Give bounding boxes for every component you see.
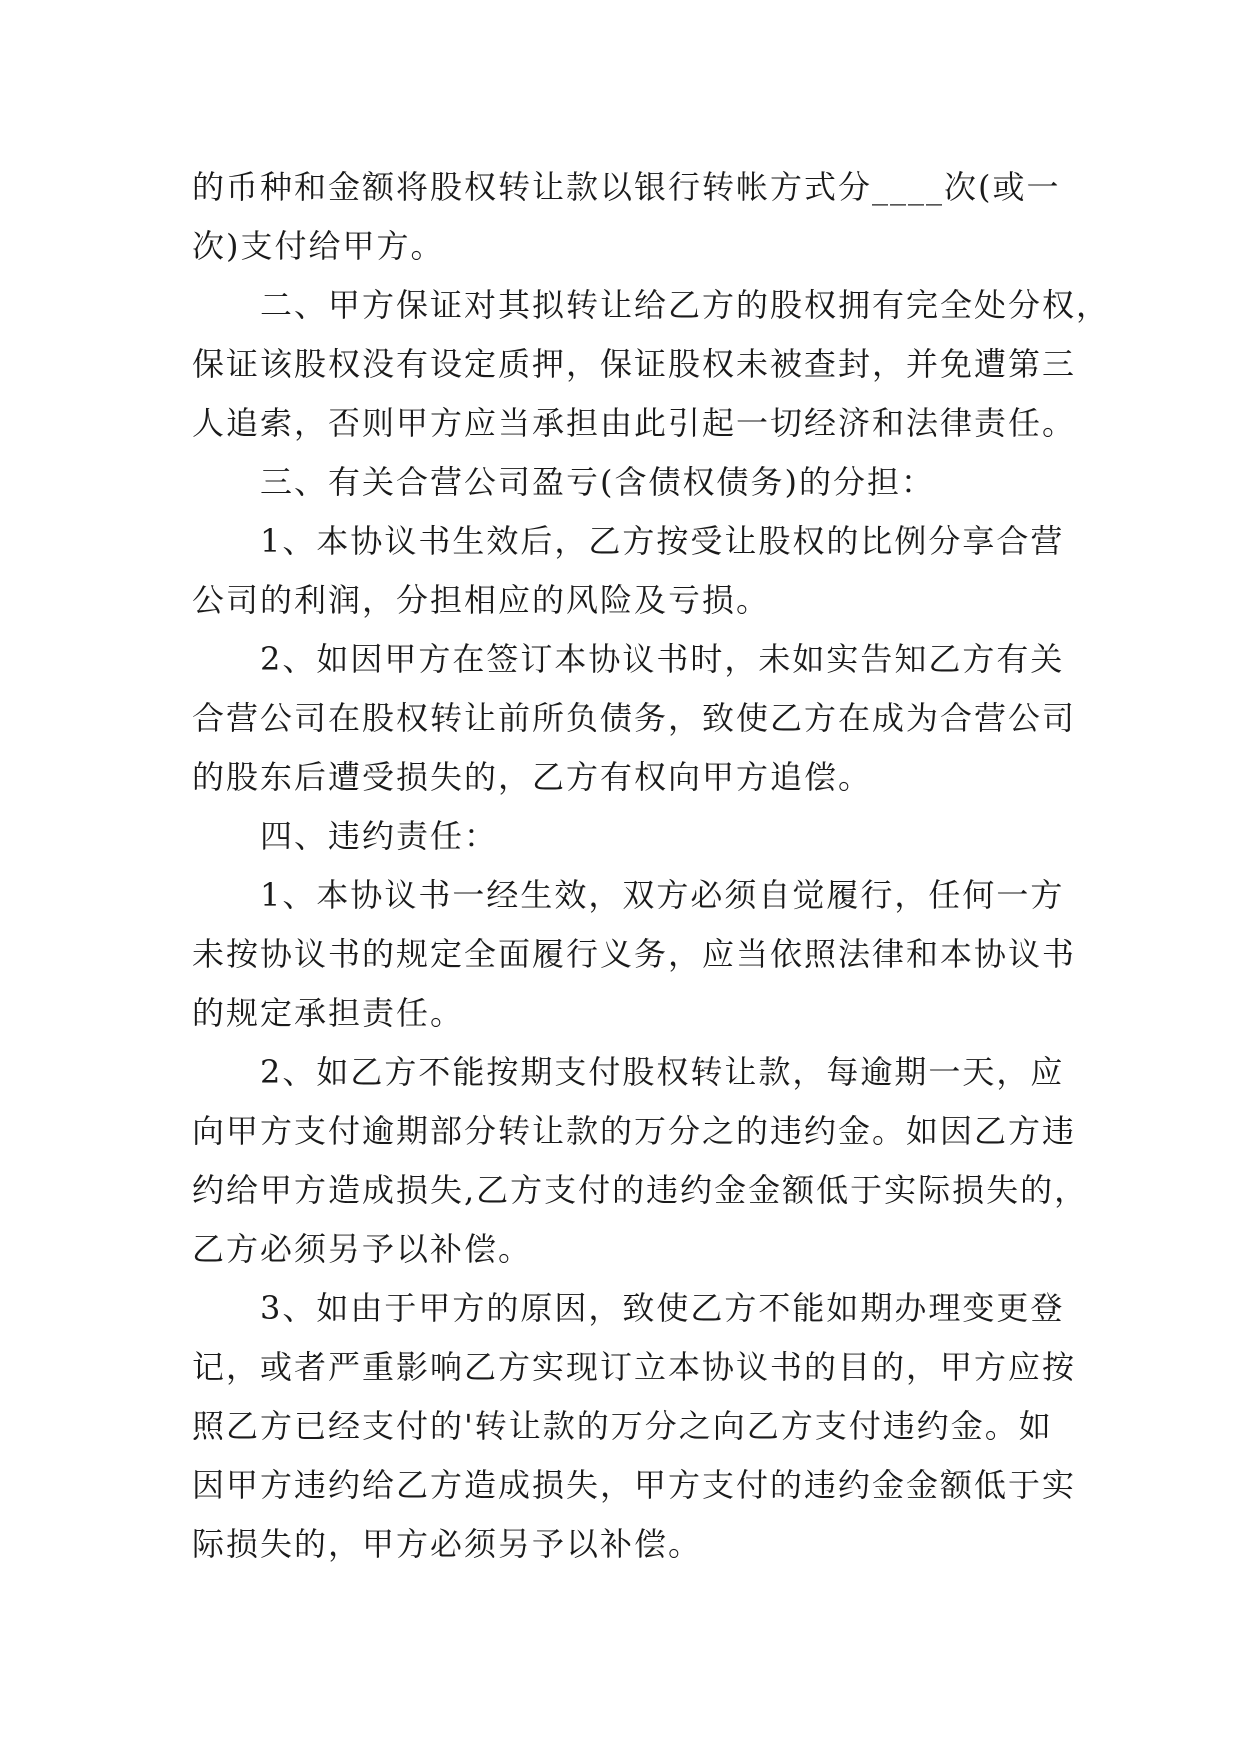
text-line: 1、本协议书生效后，乙方按受让股权的比例分享合营 <box>192 522 1065 560</box>
text-line: 2、如乙方不能按期支付股权转让款，每逾期一天，应 <box>192 1053 1065 1091</box>
contract-body <box>192 158 1111 1574</box>
text-line: 二、甲方保证对其拟转让给乙方的股权拥有完全处分权， <box>192 286 1111 324</box>
text-line: 保证该股权没有设定质押，保证股权未被查封，并免遭第三 <box>192 345 1077 383</box>
text-line: 次)支付给甲方。 <box>192 227 445 265</box>
text-line: 际损失的，甲方必须另予以补偿。 <box>192 1525 703 1563</box>
text-line: 照乙方已经支付的'转让款的万分之向乙方支付违约金。如 <box>192 1407 1053 1445</box>
text-line: 的股东后遭受损失的，乙方有权向甲方追偿。 <box>192 758 873 796</box>
text-line: 未按协议书的规定全面履行义务，应当依照法律和本协议书 <box>192 935 1077 973</box>
text-line: 合营公司在股权转让前所负债务，致使乙方在成为合营公司 <box>192 699 1077 737</box>
text-line: 3、如由于甲方的原因，致使乙方不能如期办理变更登 <box>192 1289 1065 1327</box>
text-line: 因甲方违约给乙方造成损失，甲方支付的违约金金额低于实 <box>192 1466 1077 1504</box>
text-line: 1、本协议书一经生效，双方必须自觉履行，任何一方 <box>192 876 1065 914</box>
text-line: 四、违约责任： <box>192 817 499 855</box>
text-line: 约给甲方造成损失,乙方支付的违约金金额低于实际损失的， <box>192 1171 1089 1209</box>
text-line: 记，或者严重影响乙方实现订立本协议书的目的，甲方应按 <box>192 1348 1077 1386</box>
text-line: 三、有关合营公司盈亏(含债权债务)的分担： <box>192 463 935 501</box>
text-line: 公司的利润，分担相应的风险及亏损。 <box>192 581 771 619</box>
text-line: 的币种和金额将股权转让款以银行转帐方式分____次(或一 <box>192 168 1061 206</box>
text-line: 2、如因甲方在签订本协议书时，未如实告知乙方有关 <box>192 640 1065 678</box>
text-line: 人追索，否则甲方应当承担由此引起一切经济和法律责任。 <box>192 404 1077 442</box>
text-line: 向甲方支付逾期部分转让款的万分之的违约金。如因乙方违 <box>192 1112 1077 1150</box>
text-line: 的规定承担责任。 <box>192 994 465 1032</box>
text-line: 乙方必须另予以补偿。 <box>192 1230 533 1268</box>
